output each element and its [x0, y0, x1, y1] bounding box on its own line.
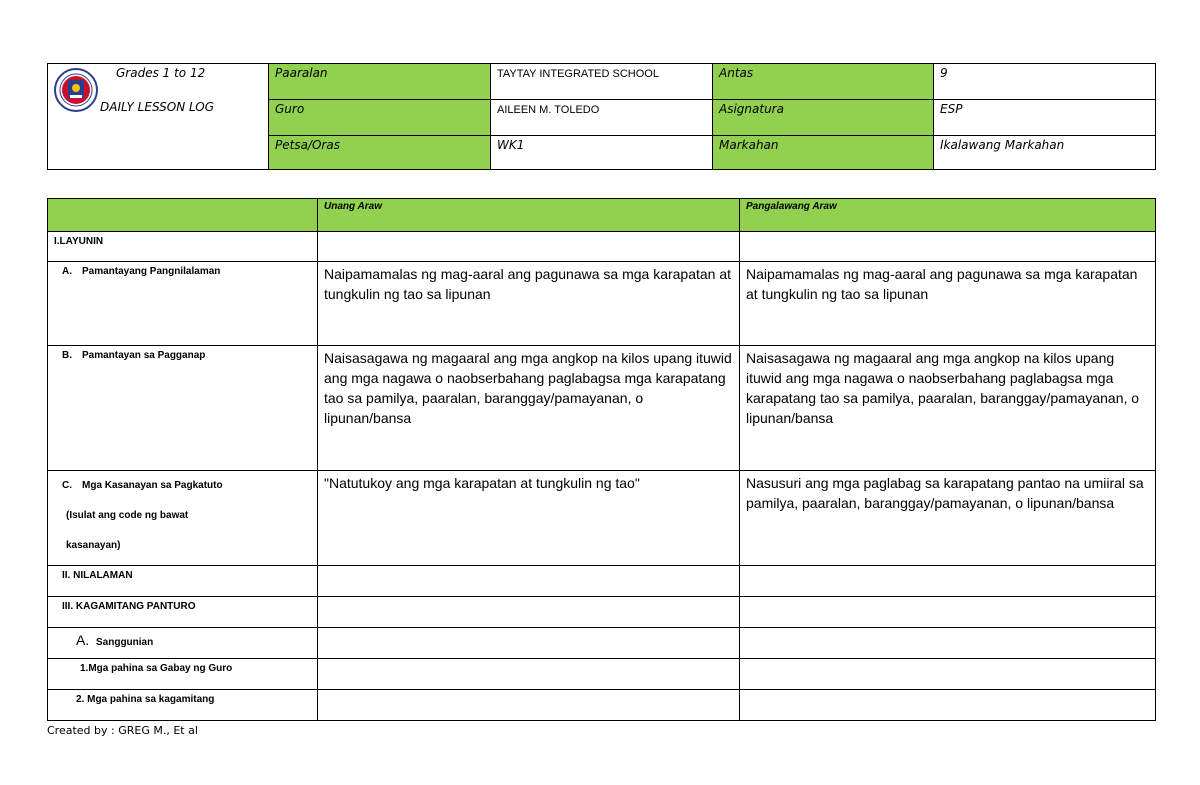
- table-row: [48, 690, 1156, 721]
- markahan-value: Ikalawang Markahan: [934, 136, 1156, 170]
- header-table: [47, 63, 1156, 170]
- table-row: [48, 262, 1156, 346]
- empty-header-cell: [48, 199, 318, 232]
- nilalaman-label: II. NILALAMAN: [48, 566, 318, 597]
- asignatura-value: ESP: [934, 100, 1156, 136]
- unang-araw-header: Unang Araw: [318, 199, 740, 232]
- sanggunian-day1: [318, 628, 740, 659]
- grades-label: Grades 1 to 12: [116, 66, 206, 80]
- kasanayan-cell: [48, 471, 318, 566]
- layunin-label: I.LAYUNIN: [48, 232, 318, 262]
- table-row: [48, 566, 1156, 597]
- kasanayan-label: Mga Kasanayan sa Pagkatuto: [82, 480, 223, 491]
- kasanayan-note-2: kasanayan): [66, 540, 121, 551]
- kasanayan-day1: "Natutukoy ang mga karapatan at tungkulin ng tao": [318, 471, 740, 566]
- nilalaman-day2: [740, 566, 1156, 597]
- asignatura-label: Asignatura: [713, 100, 934, 136]
- kagamitang-pahina-label: 2. Mga pahina sa kagamitang: [48, 690, 318, 721]
- kagamitan-day2: [740, 597, 1156, 628]
- letter-a: A.: [62, 266, 72, 277]
- pagganap-day2: Naisasagawa ng magaaral ang mga angkop na kilos upang ituwid ang mga nagawa o naobserbahang paglabagsa mga karapatang tao sa pamilya, paaralan, baranggay/pamayanan, o lipunan/bansa: [740, 346, 1156, 471]
- kasanayan-day2: Nasusuri ang mga paglabag sa karapatang pantao na umiiral sa pamilya, paaralan, baranggay/pamayanan, o lipunan/bansa: [740, 471, 1156, 566]
- letter-a-sanggunian: A.: [76, 632, 90, 648]
- paaralan-label: Paaralan: [269, 64, 491, 100]
- petsa-oras-label: Petsa/Oras: [269, 136, 491, 170]
- antas-value: 9: [934, 64, 1156, 100]
- pamantayang-pangnilalaman-cell: [48, 262, 318, 346]
- antas-label: Antas: [713, 64, 934, 100]
- gabay-day2: [740, 659, 1156, 690]
- layunin-day2: [740, 232, 1156, 262]
- letter-c: C.: [62, 480, 72, 491]
- lesson-table: [47, 198, 1156, 721]
- kasanayan-note-1: (Isulat ang code ng bawat: [66, 510, 189, 521]
- kagamitang-panturo-label: III. KAGAMITANG PANTURO: [48, 597, 318, 628]
- guro-label: Guro: [269, 100, 491, 136]
- daily-lesson-log-title: DAILY LESSON LOG: [100, 100, 215, 114]
- logo-cell: [48, 64, 269, 170]
- layunin-day1: [318, 232, 740, 262]
- table-row: [48, 659, 1156, 690]
- kagamitan-day1: [318, 597, 740, 628]
- footer-credit: Created by : GREG M., Et al: [47, 724, 198, 737]
- table-row: [48, 628, 1156, 659]
- letter-b: B.: [62, 350, 72, 361]
- table-row: [48, 232, 1156, 262]
- table-header-row: [48, 199, 1156, 232]
- petsa-oras-value: WK1: [491, 136, 713, 170]
- pamantayang-pangnilalaman-label: Pamantayang Pangnilalaman: [82, 266, 221, 277]
- table-row: [48, 346, 1156, 471]
- nilalaman-day1: [318, 566, 740, 597]
- pagganap-day1: Naisasagawa ng magaaral ang mga angkop na kilos upang ituwid ang mga nagawa o naobserbahang paglabagsa mga karapatang tao sa pamilya, paaralan, baranggay/pamayanan, o lipunan/bansa: [318, 346, 740, 471]
- pangnilalaman-day1: Naipamamalas ng mag-aaral ang pagunawa sa mga karapatan at tungkulin ng tao sa lipunan: [318, 262, 740, 346]
- pamantayan-sa-pagganap-cell: [48, 346, 318, 471]
- table-row: [48, 471, 1156, 566]
- guro-value: AILEEN M. TOLEDO: [491, 100, 713, 136]
- pangalawang-araw-header: Pangalawang Araw: [740, 199, 1156, 232]
- gabay-day1: [318, 659, 740, 690]
- sanggunian-cell: [48, 628, 318, 659]
- pangnilalaman-day2: Naipamamalas ng mag-aaral ang pagunawa sa mga karapatan at tungkulin ng tao sa lipunan: [740, 262, 1156, 346]
- table-row: [48, 597, 1156, 628]
- kagamitang-day1: [318, 690, 740, 721]
- kagamitang-day2: [740, 690, 1156, 721]
- sanggunian-day2: [740, 628, 1156, 659]
- paaralan-value: TAYTAY INTEGRATED SCHOOL: [491, 64, 713, 100]
- markahan-label: Markahan: [713, 136, 934, 170]
- sanggunian-label: Sanggunian: [96, 637, 154, 648]
- deped-seal-icon: [54, 68, 98, 112]
- gabay-guro-label: 1.Mga pahina sa Gabay ng Guro: [48, 659, 318, 690]
- pamantayan-sa-pagganap-label: Pamantayan sa Pagganap: [82, 350, 206, 361]
